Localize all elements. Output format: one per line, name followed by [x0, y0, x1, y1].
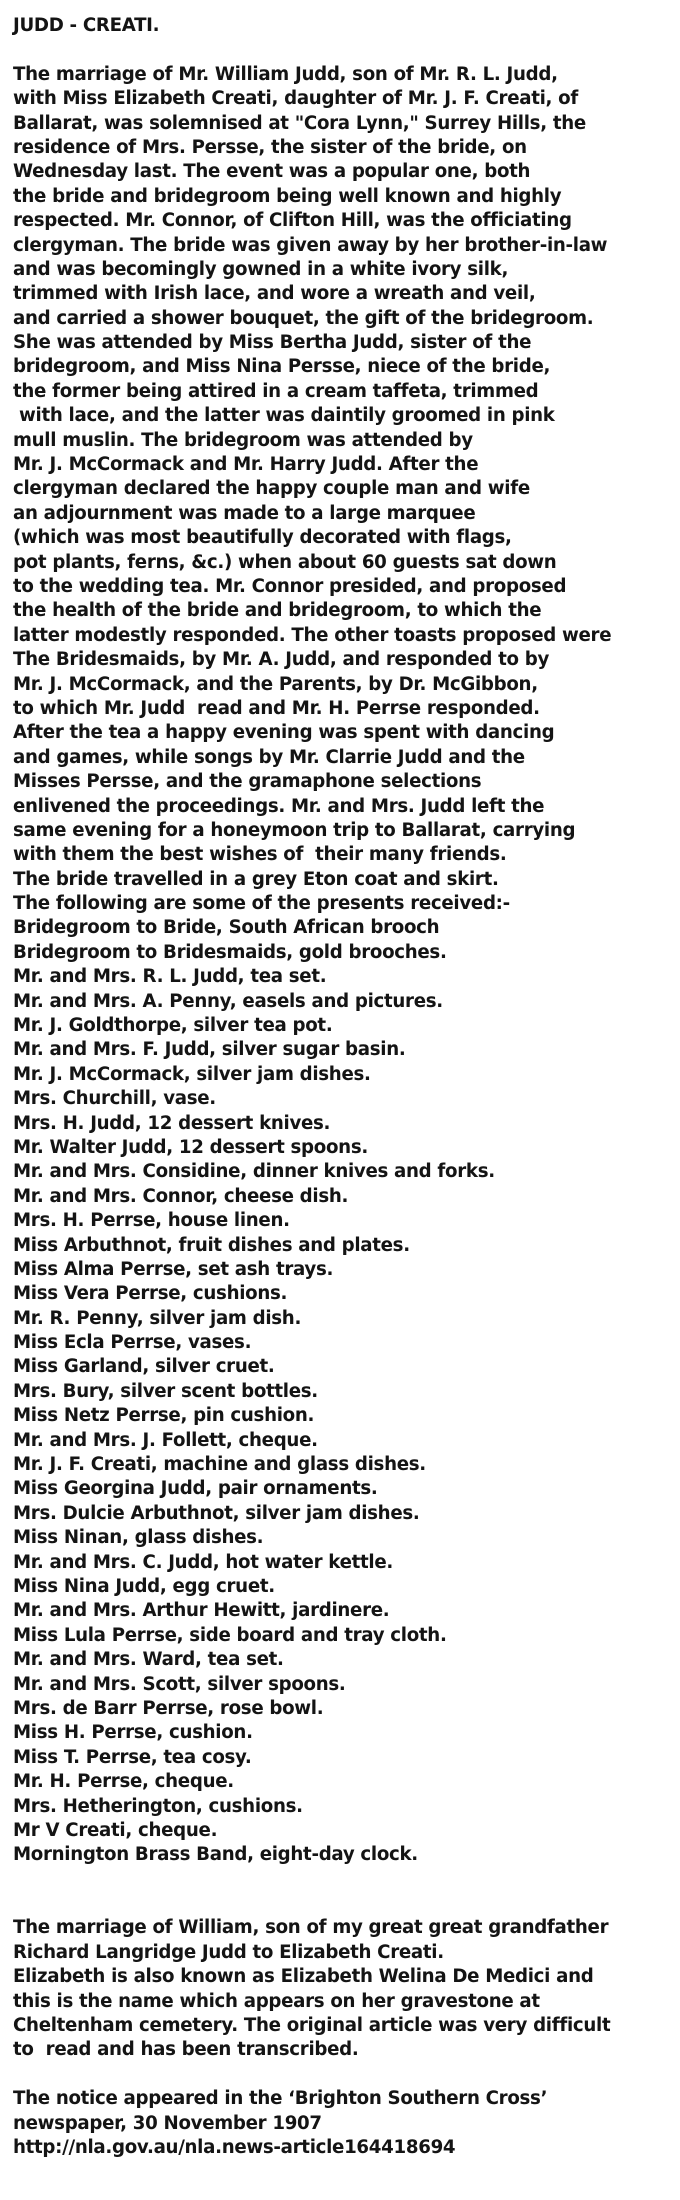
article-line: Mr. and Mrs. Arthur Hewitt, jardinere.: [13, 1600, 390, 1622]
article-line: the bride and bridegroom being well known and highly: [13, 185, 562, 207]
article-line: and was becomingly gowned in a white ivory silk,: [13, 258, 509, 280]
note-line: to read and has been transcribed.: [13, 2039, 359, 2061]
article-line: Mrs. H. Judd, 12 dessert knives.: [13, 1112, 331, 1134]
article-line: Mornington Brass Band, eight-day clock.: [13, 1844, 418, 1866]
article-line: same evening for a honeymoon trip to Ballarat, carrying: [13, 819, 576, 841]
article-line: Miss Ecla Perrse, vases.: [13, 1332, 252, 1354]
article-line: Miss Vera Perrse, cushions.: [13, 1283, 288, 1305]
article-line: an adjournment was made to a large marquee: [13, 502, 476, 524]
article-line: respected. Mr. Connor, of Clifton Hill, was the officiating: [13, 210, 572, 232]
article-line: The following are some of the presents received:-: [13, 893, 510, 915]
source-line: http://nla.gov.au/nla.news-article164418694: [13, 2137, 456, 2158]
article-body: [13, 63, 673, 1868]
article-line: to the wedding tea. Mr. Connor presided, and proposed: [13, 575, 567, 597]
article-line: Ballarat, was solemnised at "Cora Lynn," Surrey Hills, the: [13, 112, 586, 134]
article-line: trimmed with Irish lace, and wore a wreath and veil,: [13, 283, 536, 305]
note-line: Cheltenham cemetery. The original article was very difficult: [13, 2015, 611, 2037]
article-line: Mr. Walter Judd, 12 dessert spoons.: [13, 1136, 368, 1158]
article-line: Miss Arbuthnot, fruit dishes and plates.: [13, 1234, 410, 1256]
article-line: Miss Ninan, glass dishes.: [13, 1527, 264, 1549]
article-line: Mr. and Mrs. Considine, dinner knives and forks.: [13, 1161, 495, 1183]
note-line: The marriage of William, son of my great great grandfather: [13, 1917, 609, 1939]
article-line: with them the best wishes of their many friends.: [13, 844, 507, 866]
article-line: Miss Alma Perrse, set ash trays.: [13, 1258, 334, 1280]
note-line: Elizabeth is also known as Elizabeth Welina De Medici and: [13, 1966, 594, 1988]
article-line: Miss Nina Judd, egg cruet.: [13, 1576, 275, 1597]
article-line: Miss Garland, silver cruet.: [13, 1356, 275, 1378]
article-line: Mr. and Mrs. R. L. Judd, tea set.: [13, 966, 327, 988]
article-line: the health of the bride and bridegroom, to which the: [13, 600, 542, 622]
article-line: Miss T. Perrse, tea cosy.: [13, 1746, 252, 1768]
article-line: Wednesday last. The event was a popular one, both: [13, 161, 531, 183]
article-line: Mr. J. F. Creati, machine and glass dishes.: [13, 1454, 426, 1476]
article-line: Mr. J. Goldthorpe, silver tea pot.: [13, 1015, 333, 1037]
spacer: [13, 2063, 673, 2087]
article-line: The marriage of Mr. William Judd, son of Mr. R. L. Judd,: [13, 63, 558, 85]
article-line: Mr. and Mrs. Connor, cheese dish.: [13, 1185, 349, 1207]
source-note: [13, 2087, 673, 2160]
article-line: Bridegroom to Bridesmaids, gold brooches.: [13, 941, 447, 963]
article-line: residence of Mrs. Persse, the sister of the bride, on: [13, 136, 527, 158]
article-line: Misses Persse, and the gramaphone selections: [13, 771, 482, 793]
article-line: Mr. H. Perrse, cheque.: [13, 1771, 234, 1793]
article-line: with Miss Elizabeth Creati, daughter of Mr. J. F. Creati, of: [13, 88, 578, 110]
family-note: [13, 1916, 673, 2062]
source-line: The notice appeared in the ‘Brighton Southern Cross’: [13, 2088, 548, 2110]
article-line: Mr. and Mrs. A. Penny, easels and pictures.: [13, 990, 443, 1012]
article-line: Mrs. Churchill, vase.: [13, 1088, 216, 1110]
source-line: newspaper, 30 November 1907: [13, 2112, 322, 2134]
article-line: and carried a shower bouquet, the gift of the bridegroom.: [13, 307, 594, 329]
article-line: The Bridesmaids, by Mr. A. Judd, and responded to by: [13, 649, 550, 671]
article-line: to which Mr. Judd read and Mr. H. Perrse responded.: [13, 697, 540, 719]
article-line: Mrs. H. Perrse, house linen.: [13, 1210, 290, 1232]
article-line: Miss Netz Perrse, pin cushion.: [13, 1405, 315, 1427]
article-line: She was attended by Miss Bertha Judd, sister of the: [13, 332, 532, 354]
article-line: After the tea a happy evening was spent with dancing: [13, 722, 555, 744]
spacer: [13, 1868, 673, 1917]
article-line: Mr. and Mrs. J. Follett, cheque.: [13, 1429, 318, 1451]
article-line: Mr. J. McCormack, silver jam dishes.: [13, 1063, 371, 1085]
article-line: Mr. and Mrs. C. Judd, hot water kettle.: [13, 1551, 393, 1573]
article-line: Mrs. Dulcie Arbuthnot, silver jam dishes.: [13, 1502, 420, 1524]
article-line: pot plants, ferns, &c.) when about 60 guests sat down: [13, 551, 557, 573]
article-line: The bride travelled in a grey Eton coat and skirt.: [13, 868, 499, 890]
article-line: Mr. J. McCormack, and the Parents, by Dr. McGibbon,: [13, 673, 538, 695]
article-line: mull muslin. The bridegroom was attended by: [13, 429, 473, 451]
transcription-document: [13, 14, 673, 2160]
article-line: Miss Lula Perrse, side board and tray cloth.: [13, 1624, 447, 1646]
article-line: Mrs. Hetherington, cushions.: [13, 1795, 303, 1817]
spacer: [13, 38, 673, 62]
note-line: Richard Langridge Judd to Elizabeth Creati.: [13, 1941, 444, 1963]
article-line: Mrs. Bury, silver scent bottles.: [13, 1380, 318, 1402]
article-line: Mrs. de Barr Perrse, rose bowl.: [13, 1697, 324, 1719]
article-line: (which was most beautifully decorated with flags,: [13, 527, 512, 549]
article-line: Mr. and Mrs. Scott, silver spoons.: [13, 1673, 346, 1695]
article-line: clergyman. The bride was given away by her brother-in-law: [13, 234, 608, 256]
article-line: Mr. and Mrs. Ward, tea set.: [13, 1649, 284, 1671]
article-line: latter modestly responded. The other toasts proposed were: [13, 624, 612, 646]
article-line: Miss H. Perrse, cushion.: [13, 1722, 253, 1744]
article-line: Mr. and Mrs. F. Judd, silver sugar basin.: [13, 1039, 406, 1061]
article-line: with lace, and the latter was daintily groomed in pink: [13, 405, 555, 427]
article-line: bridegroom, and Miss Nina Persse, niece of the bride,: [13, 356, 551, 378]
article-line: Bridegroom to Bride, South African brooch: [13, 917, 440, 939]
heading: JUDD - CREATI.: [13, 15, 160, 36]
article-line: Mr. J. McCormack and Mr. Harry Judd. After the: [13, 454, 479, 476]
article-line: Mr. R. Penny, silver jam dish.: [13, 1307, 302, 1329]
article-line: clergyman declared the happy couple man and wife: [13, 478, 530, 500]
note-line: this is the name which appears on her gravestone at: [13, 1990, 540, 2012]
article-line: the former being attired in a cream taffeta, trimmed: [13, 380, 539, 402]
article-line: Mr V Creati, cheque.: [13, 1819, 218, 1841]
article-line: Miss Georgina Judd, pair ornaments.: [13, 1478, 378, 1500]
article-line: and games, while songs by Mr. Clarrie Judd and the: [13, 746, 525, 768]
article-line: enlivened the proceedings. Mr. and Mrs. Judd left the: [13, 795, 545, 817]
